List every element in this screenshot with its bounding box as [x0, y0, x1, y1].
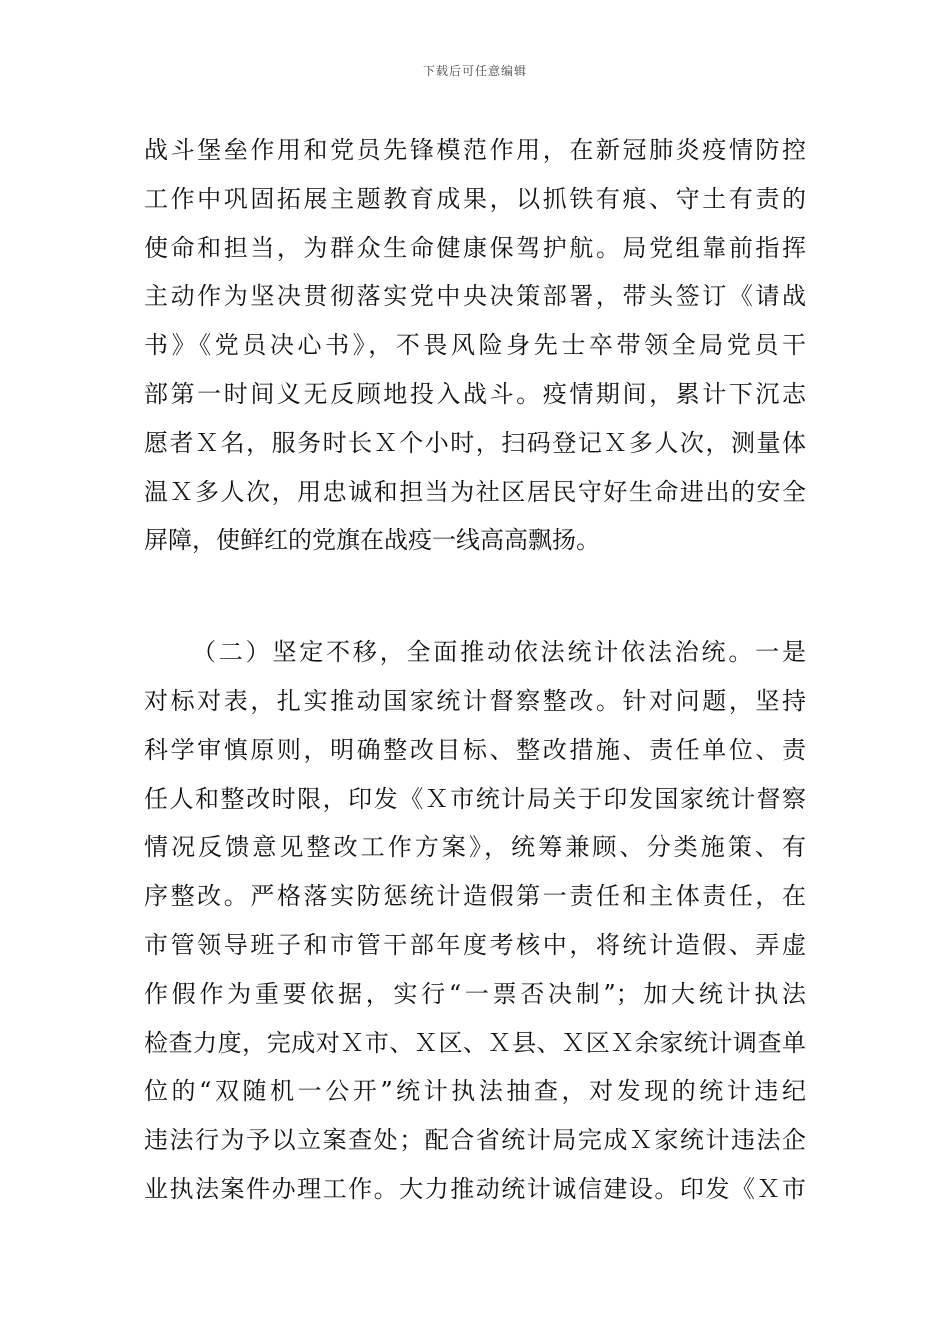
paragraph-spacer [144, 565, 806, 628]
text-line: 温Ｘ多人次，用忠诚和担当为社区居民守好生命进出的安全 [144, 477, 806, 506]
text-line: 使命和担当，为群众生命健康保驾护航。局党组靠前指挥 [144, 233, 806, 262]
text-line: 主动作为坚决贯彻落实党中央决策部署，带头签订《请战 [144, 282, 806, 311]
text-line: 书》《党员决心书》，不畏风险身先士卒带领全局党员干 [144, 331, 806, 360]
text-line: 屏障，使鲜红的党旗在战疫一线高高飘扬。 [144, 526, 600, 555]
text-line: 工作中巩固拓展主题教育成果，以抓铁有痕、守土有责的 [144, 184, 806, 213]
text-line: 愿者Ｘ名，服务时长Ｘ个小时，扫码登记Ｘ多人次，测量体 [144, 428, 806, 457]
text-line: 位的“双随机一公开”统计执法抽查，对发现的统计违纪 [144, 1077, 806, 1106]
text-line: 部第一时间义无反顾地投入战斗。疫情期间，累计下沉志 [144, 379, 806, 408]
text-line: 情况反馈意见整改工作方案》，统筹兼顾、分类施策、有 [144, 833, 806, 862]
text-line: 战斗堡垒作用和党员先锋模范作用，在新冠肺炎疫情防控 [144, 136, 806, 164]
text-line: 检查力度，完成对Ｘ市、Ｘ区、Ｘ县、Ｘ区Ｘ余家统计调查单 [144, 1028, 806, 1057]
page-header-note: 下载后可任意编辑 [422, 64, 527, 78]
text-line: 作假作为重要依据，实行“一票否决制”；加大统计执法 [144, 979, 806, 1008]
text-line: 序整改。严格落实防惩统计造假第一责任和主体责任，在 [144, 882, 806, 911]
paragraph-1 [144, 126, 806, 565]
text-line: 科学审慎原则，明确整改目标、整改措施、责任单位、责 [144, 735, 806, 764]
text-line: （二）坚定不移，全面推动依法统计依法治统。一是 [192, 638, 806, 667]
text-line: 市管领导班子和市管干部年度考核中，将统计造假、弄虚 [144, 930, 806, 959]
text-line: 业执法案件办理工作。大力推动统计诚信建设。印发《Ｘ市 [144, 1174, 806, 1203]
text-line: 对标对表，扎实推动国家统计督察整改。针对问题，坚持 [144, 686, 806, 715]
document-body [144, 126, 806, 1214]
text-line: 任人和整改时限，印发《Ｘ市统计局关于印发国家统计督察 [144, 784, 806, 813]
text-line: 违法行为予以立案查处；配合省统计局完成Ｘ家统计违法企 [144, 1126, 806, 1155]
paragraph-2 [144, 628, 806, 1214]
